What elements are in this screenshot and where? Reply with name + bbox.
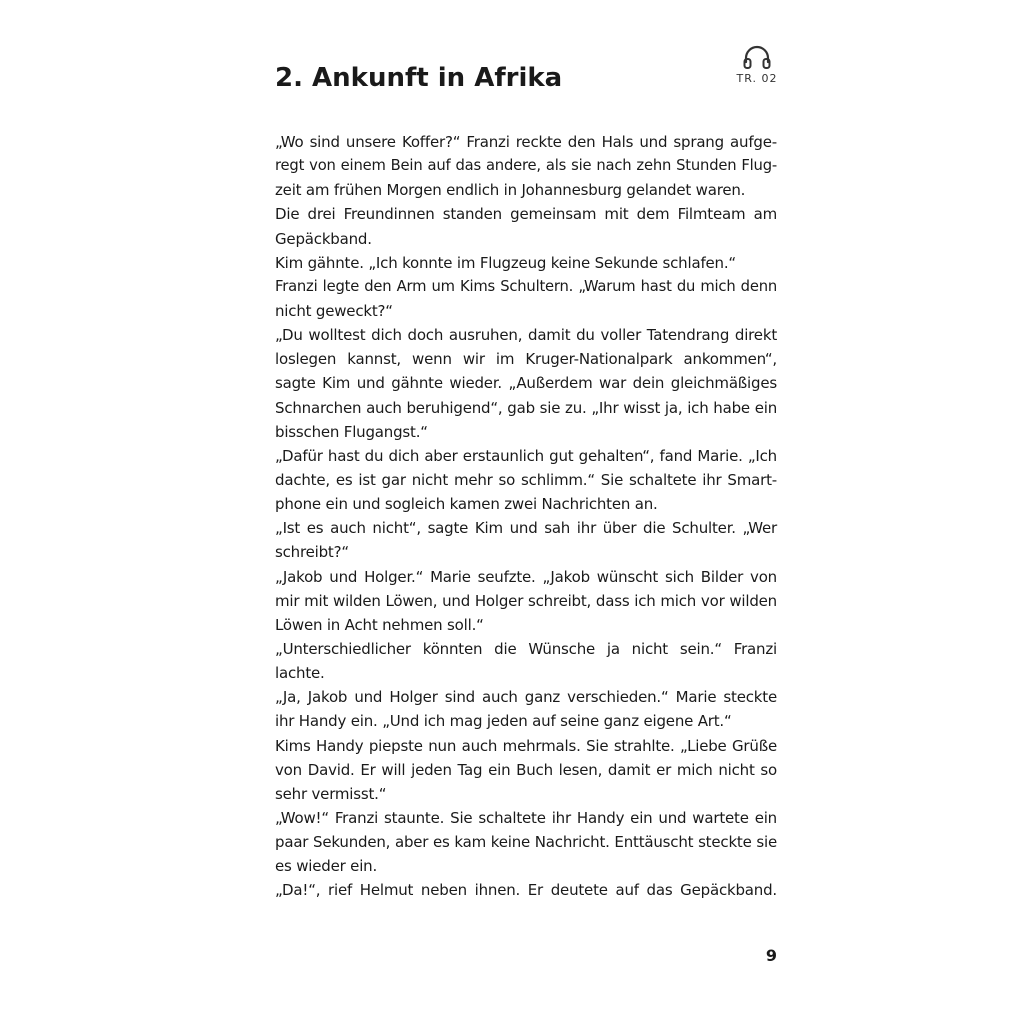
text-line: „Wow!“ Franzi staunte. Sie schaltete ihr Handy ein und wartete ein xyxy=(275,808,777,827)
text-line: Löwen in Acht nehmen soll.“ xyxy=(275,615,484,634)
text-line: zeit am frühen Morgen endlich in Johannesburg gelandet waren. xyxy=(275,181,746,200)
text-line: loslegen kannst, wenn wir im Kruger-Nationalpark ankommen“, xyxy=(275,350,777,369)
text-line: „Dafür hast du dich aber erstaunlich gut gehalten“, fand Marie. „Ich xyxy=(275,446,777,465)
text-line: „Unterschiedlicher könnten die Wünsche ja nicht sein.“ Franzi xyxy=(275,639,777,658)
chapter-body-text xyxy=(275,130,777,903)
headphones-icon xyxy=(742,44,772,70)
text-line: Schnarchen auch beruhigend“, gab sie zu. „Ihr wisst ja, ich habe ein xyxy=(275,398,777,417)
text-line: mir mit wilden Löwen, und Holger schreibt, dass ich mich vor wilden xyxy=(275,591,777,610)
text-line: nicht geweckt?“ xyxy=(275,301,393,320)
text-line: Kims Handy piepste nun auch mehrmals. Sie strahlte. „Liebe Grüße xyxy=(275,736,777,755)
text-line: regt von einem Bein auf das andere, als sie nach zehn Stunden Flug- xyxy=(275,157,777,175)
text-line: von David. Er will jeden Tag ein Buch lesen, damit er mich nicht so xyxy=(275,760,777,779)
text-line: „Wo sind unsere Koffer?“ Franzi reckte den Hals und sprang aufge- xyxy=(275,133,777,151)
text-line: Kim gähnte. „Ich konnte im Flugzeug keine Sekunde schlafen.“ xyxy=(275,253,737,272)
text-line: „Jakob und Holger.“ Marie seufzte. „Jakob wünscht sich Bilder von xyxy=(275,567,777,586)
text-line: lachte. xyxy=(275,664,325,683)
text-line: „Du wolltest dich doch ausruhen, damit du voller Tatendrang direkt xyxy=(275,326,777,345)
text-line: „Ist es auch nicht“, sagte Kim und sah ihr über die Schulter. „Wer xyxy=(275,519,777,538)
text-line: phone ein und sogleich kamen zwei Nachrichten an. xyxy=(275,495,658,514)
text-line: „Ja, Jakob und Holger sind auch ganz verschieden.“ Marie steckte xyxy=(275,688,777,707)
chapter-title: 2. Ankunft in Afrika xyxy=(275,63,563,93)
text-line: Franzi legte den Arm um Kims Schultern. „Warum hast du mich denn xyxy=(275,277,777,295)
text-line: Gepäckband. xyxy=(275,229,372,248)
text-line: paar Sekunden, aber es kam keine Nachricht. Enttäuscht steckte sie xyxy=(275,833,777,852)
page-number: 9 xyxy=(765,946,777,965)
text-line: sehr vermisst.“ xyxy=(275,784,387,803)
text-line: schreibt?“ xyxy=(275,543,349,562)
text-line: bisschen Flugangst.“ xyxy=(275,422,428,441)
text-line: Die drei Freundinnen standen gemeinsam mit dem Filmteam am xyxy=(275,205,777,224)
text-line: „Da!“, rief Helmut neben ihnen. Er deutete auf das Gepäckband. xyxy=(275,881,777,900)
text-line: es wieder ein. xyxy=(275,857,378,876)
track-label: TR. 02 xyxy=(736,72,778,85)
text-line: dachte, es ist gar nicht mehr so schlimm.“ Sie schaltete ihr Smart- xyxy=(275,470,777,489)
text-line: sagte Kim und gähnte wieder. „Außerdem war dein gleichmäßiges xyxy=(275,374,777,393)
text-line: ihr Handy ein. „Und ich mag jeden auf seine ganz eigene Art.“ xyxy=(275,712,732,731)
audio-track-marker xyxy=(722,44,792,94)
